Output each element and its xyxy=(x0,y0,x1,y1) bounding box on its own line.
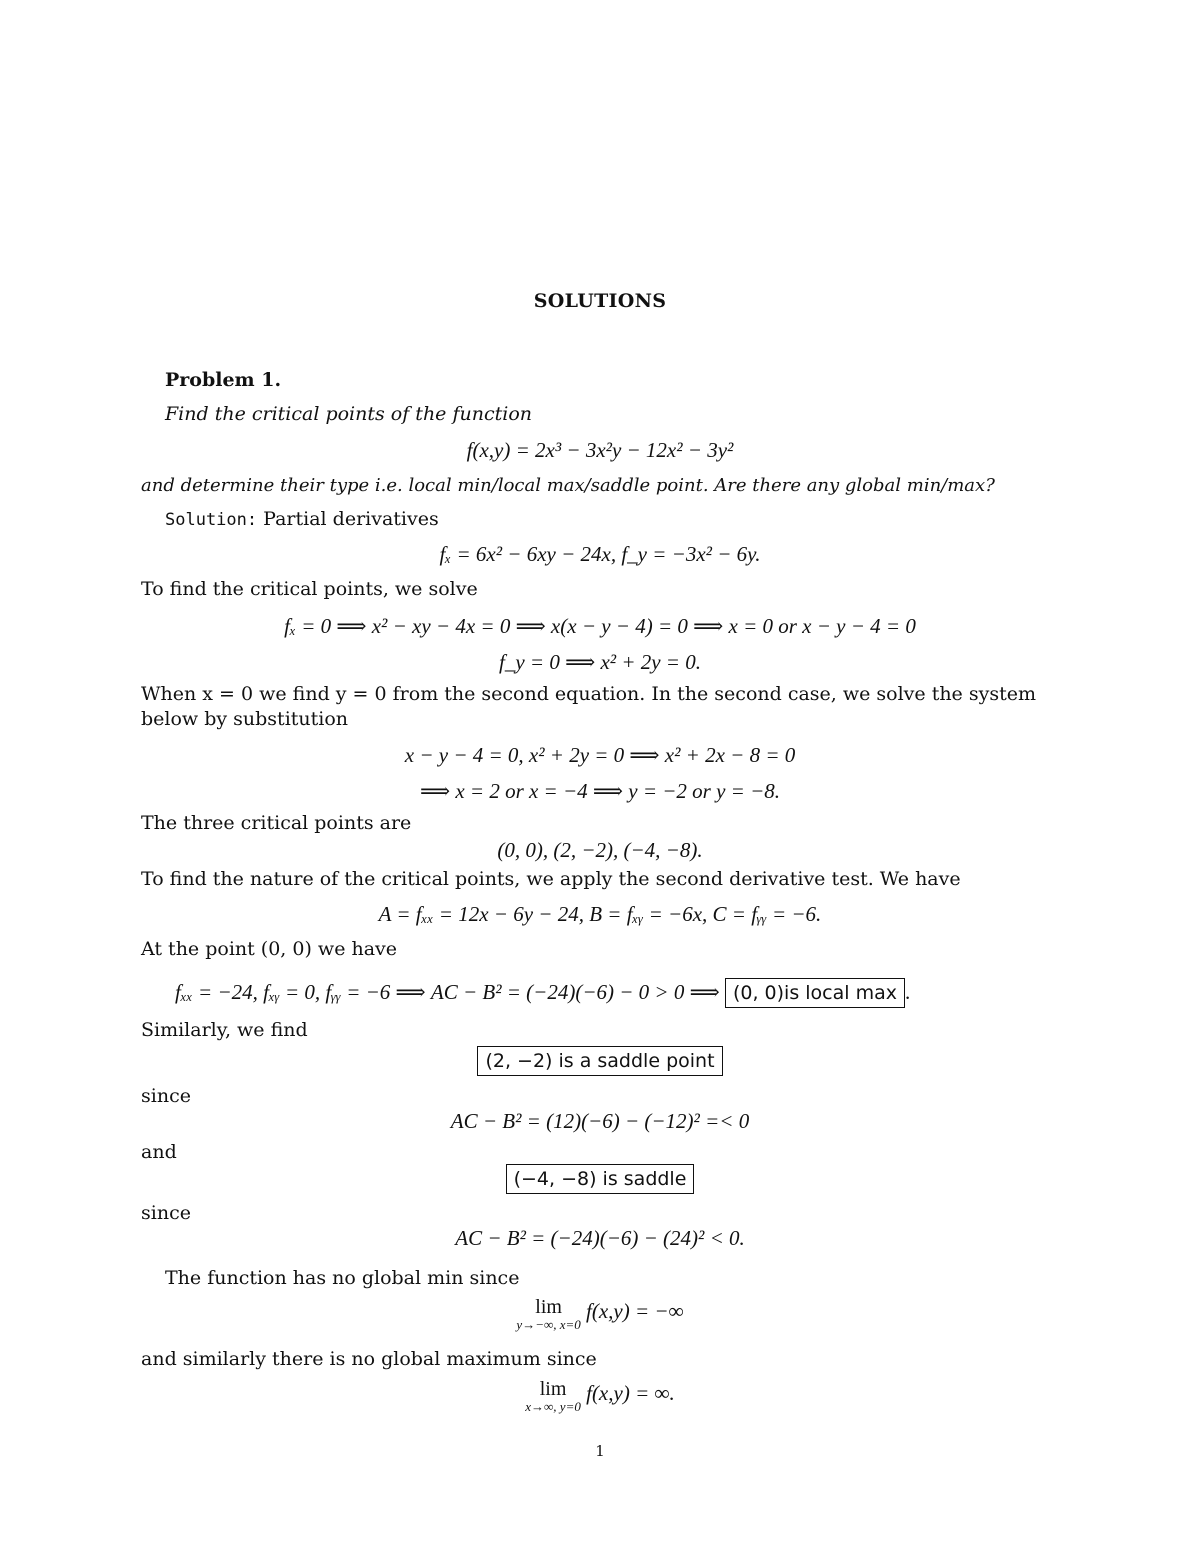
and-text: and xyxy=(141,1141,177,1163)
find-critical-text: To find the critical points, we solve xyxy=(141,578,478,600)
abc-equation: A = fₓₓ = 12x − 6y − 24, B = fₓᵧ = −6x, C = fᵧᵧ = −6. xyxy=(378,902,822,926)
three-points-text: The three critical points are xyxy=(141,812,412,834)
saddle-point-2-box: (−4, −8) is saddle xyxy=(506,1164,695,1194)
page-number: 1 xyxy=(595,1442,605,1460)
solution-intro: Partial derivatives xyxy=(263,508,439,530)
no-global-min-text: The function has no global min since xyxy=(165,1267,520,1289)
case-text-line-1: When x = 0 we find y = 0 from the second equation. In the second case, we solve the system xyxy=(141,683,1036,705)
at-point-text: At the point (0, 0) we have xyxy=(141,938,398,960)
saddle-2-equation: AC − B² = (−24)(−6) − (24)² < 0. xyxy=(455,1226,745,1250)
point0-equation: fₓₓ = −24, fₓᵧ = 0, fᵧᵧ = −6 ⟹ AC − B² = (−24)(−6) − 0 > 0 ⟹ xyxy=(175,980,720,1004)
limit-max-subscript: x→∞, y=0 xyxy=(525,1399,581,1414)
limit-max-rest: f(x,y) = ∞. xyxy=(586,1381,675,1405)
problem-label: Problem 1. xyxy=(165,369,282,391)
since-2-text: since xyxy=(141,1202,191,1224)
no-global-max-text: and similarly there is no global maximum since xyxy=(141,1348,597,1370)
saddle-2-line xyxy=(0,1164,1200,1194)
problem-prompt-line-2: and determine their type i.e. local min/local max/saddle point. Are there any global min/max? xyxy=(141,475,995,496)
since-1-text: since xyxy=(141,1085,191,1107)
saddle-point-1-box: (2, −2) is a saddle point xyxy=(477,1046,722,1076)
limit-min-expression xyxy=(0,1298,1200,1334)
fx-equation: fₓ = 0 ⟹ x² − xy − 4x = 0 ⟹ x(x − y − 4) = 0 ⟹ x = 0 or x − y − 4 = 0 xyxy=(284,614,916,638)
substitution-equation-1: x − y − 4 = 0, x² + 2y = 0 ⟹ x² + 2x − 8 = 0 xyxy=(404,743,796,767)
local-max-result-box: (0, 0)is local max xyxy=(725,978,905,1008)
limit-min-word: lim xyxy=(535,1296,562,1318)
limit-max-expression xyxy=(0,1380,1200,1416)
similarly-text: Similarly, we find xyxy=(141,1019,308,1041)
saddle-1-line xyxy=(0,1046,1200,1076)
point0-equation-line xyxy=(175,976,910,1008)
partials-equation: fₓ = 6x² − 6xy − 24x, f_y = −3x² − 6y. xyxy=(439,542,761,566)
limit-min-operator xyxy=(516,1298,580,1334)
limit-min-subscript: y→−∞, x=0 xyxy=(516,1317,581,1332)
function-equation: f(x,y) = 2x³ − 3x²y − 12x² − 3y² xyxy=(466,438,734,462)
limit-max-operator xyxy=(525,1380,581,1416)
nature-text: To find the nature of the critical points, we apply the second derivative test. We have xyxy=(141,868,961,890)
critical-points-list: (0, 0), (2, −2), (−4, −8). xyxy=(497,838,703,862)
limit-min-rest: f(x,y) = −∞ xyxy=(586,1299,684,1323)
problem-prompt-line-1: Find the critical points of the function xyxy=(165,403,532,425)
fy-equation: f_y = 0 ⟹ x² + 2y = 0. xyxy=(499,650,701,674)
page-title: SOLUTIONS xyxy=(533,290,667,312)
substitution-equation-2: ⟹ x = 2 or x = −4 ⟹ y = −2 or y = −8. xyxy=(419,779,781,803)
solution-label: Solution: xyxy=(165,510,258,530)
solution-intro-line xyxy=(165,506,439,533)
limit-max-word: lim xyxy=(539,1378,567,1400)
period: . xyxy=(904,980,911,1004)
saddle-1-equation: AC − B² = (12)(−6) − (−12)² =< 0 xyxy=(450,1109,750,1133)
case-text-line-2: below by substitution xyxy=(141,708,349,730)
